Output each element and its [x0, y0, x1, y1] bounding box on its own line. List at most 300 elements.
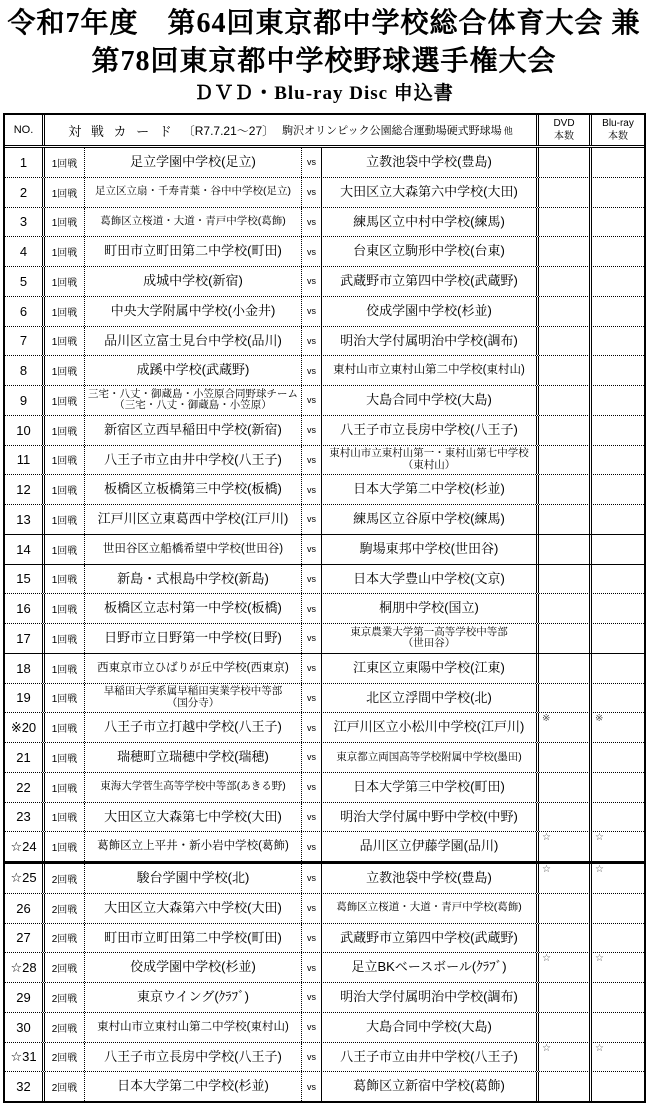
col-header-bluray — [589, 115, 644, 145]
bluray-count-cell[interactable] — [589, 684, 644, 713]
dvd-header-line1: DVD — [553, 118, 575, 129]
team2-name: 明治大学付属明治中学校(調布) — [340, 332, 518, 348]
team2-name: 東京農業大学第一高等学校中等部 （世田谷） — [350, 625, 508, 650]
row-number: 4 — [19, 244, 28, 260]
dvd-count-cell[interactable] — [536, 208, 589, 237]
table-row — [5, 894, 644, 924]
team1-name: 板橋区立板橋第三中学校(板橋) — [104, 481, 282, 497]
bluray-count-cell[interactable] — [589, 386, 644, 415]
round-label: 1回戦 — [42, 832, 85, 861]
row-number: 27 — [16, 930, 31, 946]
vs-label: vs — [302, 505, 322, 534]
row-number: ☆31 — [10, 1048, 37, 1064]
dvd-count-cell[interactable] — [536, 475, 589, 504]
team1-cell — [85, 684, 302, 713]
row-number: 3 — [19, 214, 28, 230]
table-row — [5, 297, 644, 327]
team2-cell — [322, 475, 536, 504]
dvd-count-cell[interactable] — [536, 743, 589, 772]
team1-name: 大田区立大森第七中学校(大田) — [104, 808, 282, 824]
team1-name: 駿台学園中学校(北) — [136, 870, 250, 886]
team1-name: 瑞穂町立瑞穂中学校(瑞穂) — [117, 749, 269, 765]
table-row — [5, 594, 644, 624]
team1-cell — [85, 148, 302, 177]
team1-name: 八王子市立長房中学校(八王子) — [104, 1048, 282, 1064]
team1-name: 佼成学園中学校(杉並) — [130, 959, 256, 975]
table-row — [5, 148, 644, 178]
page-title-line2: 第78回東京都中学校野球選手権大会 — [91, 46, 557, 77]
table-row — [5, 1072, 644, 1101]
dvd-count-cell[interactable] — [536, 654, 589, 683]
round-label: 1回戦 — [42, 356, 85, 385]
reference-mark: ※ — [595, 713, 604, 725]
team2-cell — [322, 535, 536, 564]
col-header-card — [42, 115, 536, 145]
team2-cell — [322, 297, 536, 326]
page-title-line1: 令和7年度 第64回東京都中学校総合体育大会 兼 — [7, 8, 641, 39]
team1-name: 早稲田大学系属早稲田実業学校中等部 （国分寺） — [103, 685, 283, 709]
team1-name: 町田市立町田第二中学校(町田) — [104, 243, 282, 259]
vs-label: vs — [302, 178, 322, 207]
round-label: 1回戦 — [42, 267, 85, 296]
team2-name: 東京都立両国高等学校附属中学校(墨田) — [336, 750, 522, 763]
round-label: 2回戦 — [42, 924, 85, 953]
row-number: 14 — [16, 541, 31, 557]
vs-label: vs — [302, 565, 322, 594]
dvd-count-cell[interactable] — [536, 864, 589, 893]
bluray-count-cell[interactable] — [589, 327, 644, 356]
team2-cell — [322, 953, 536, 982]
team2-name: 立教池袋中学校(豊島) — [366, 154, 492, 170]
bluray-count-cell[interactable] — [589, 1072, 644, 1101]
team2-name: 台東区立駒形中学校(台東) — [353, 243, 505, 259]
team2-name: 練馬区立谷原中学校(練馬) — [353, 511, 505, 527]
team2-name-line2: （世田谷） — [402, 637, 456, 650]
dvd-count-cell[interactable] — [536, 1043, 589, 1072]
dvd-count-cell[interactable] — [536, 713, 589, 742]
team2-name: 大島合同中学校(大島) — [366, 1018, 492, 1034]
vs-label: vs — [302, 386, 322, 415]
team1-name: 葛飾区立上平井・新小岩中学校(葛飾) — [97, 840, 289, 853]
team2-name: 八王子市立長房中学校(八王子) — [340, 421, 518, 437]
team2-cell — [322, 356, 536, 385]
team2-name: 佼成学園中学校(杉並) — [366, 302, 492, 318]
vs-label: vs — [302, 416, 322, 445]
row-number: 16 — [16, 601, 31, 617]
bluray-count-cell[interactable] — [589, 505, 644, 534]
star-mark: ☆ — [542, 1042, 551, 1054]
vs-label: vs — [302, 297, 322, 326]
vs-label: vs — [302, 864, 322, 893]
team2-name: 江戸川区立小松川中学校(江戸川) — [333, 719, 525, 735]
team1-cell — [85, 178, 302, 207]
round-label: 1回戦 — [42, 654, 85, 683]
team2-name: 北区立浮間中学校(北) — [366, 689, 492, 705]
star-mark: ☆ — [595, 953, 604, 965]
table-row — [5, 446, 644, 476]
round-label: 1回戦 — [42, 743, 85, 772]
team1-cell — [85, 654, 302, 683]
team2-cell — [322, 1043, 536, 1072]
team1-cell — [85, 924, 302, 953]
table-row — [5, 535, 644, 565]
vs-label: vs — [302, 208, 322, 237]
bluray-count-cell[interactable] — [589, 356, 644, 385]
bluray-header-line1: Blu-ray — [602, 118, 634, 129]
team1-cell — [85, 594, 302, 623]
bluray-count-cell[interactable] — [589, 594, 644, 623]
table-row — [5, 743, 644, 773]
team2-name: 日本大学第三中学校(町田) — [353, 778, 505, 794]
dvd-count-cell[interactable] — [536, 983, 589, 1012]
team1-name: 足立学園中学校(足立) — [130, 154, 256, 170]
round-label: 1回戦 — [42, 327, 85, 356]
vs-label: vs — [302, 894, 322, 923]
row-number: 15 — [16, 571, 31, 587]
bluray-count-cell[interactable] — [589, 148, 644, 177]
team2-name: 武蔵野市立第四中学校(武蔵野) — [340, 929, 518, 945]
team1-cell — [85, 1013, 302, 1042]
dvd-count-cell[interactable] — [536, 594, 589, 623]
team2-cell — [322, 148, 536, 177]
vs-label: vs — [302, 535, 322, 564]
row-number: 11 — [16, 452, 31, 468]
team1-name: 東京ウイング(ｸﾗﾌﾞ) — [136, 989, 249, 1005]
bluray-count-cell[interactable] — [589, 803, 644, 832]
bluray-count-cell[interactable] — [589, 953, 644, 982]
bluray-count-cell[interactable] — [589, 1013, 644, 1042]
round-label: 1回戦 — [42, 178, 85, 207]
team1-name: 町田市立町田第二中学校(町田) — [104, 929, 282, 945]
vs-label: vs — [302, 713, 322, 742]
team1-cell — [85, 327, 302, 356]
team1-cell — [85, 356, 302, 385]
bluray-count-cell[interactable] — [589, 773, 644, 802]
team2-name: 大田区立大森第六中学校(大田) — [340, 183, 518, 199]
row-number: ☆24 — [10, 838, 37, 854]
round-label: 1回戦 — [42, 208, 85, 237]
row-number: 18 — [16, 660, 31, 676]
team1-cell — [85, 894, 302, 923]
table-row — [5, 803, 644, 833]
team1-name: 成城中学校(新宿) — [143, 273, 243, 289]
team1-cell — [85, 624, 302, 653]
table-body — [5, 148, 644, 1101]
dvd-count-cell[interactable] — [536, 327, 589, 356]
dvd-count-cell[interactable] — [536, 148, 589, 177]
team2-name: 練馬区立中村中学校(練馬) — [353, 213, 505, 229]
team1-cell — [85, 475, 302, 504]
vs-label: vs — [302, 743, 322, 772]
round-label: 2回戦 — [42, 1072, 85, 1101]
team2-cell — [322, 654, 536, 683]
row-number: 23 — [16, 809, 31, 825]
vs-label: vs — [302, 327, 322, 356]
table-row — [5, 565, 644, 595]
team1-cell — [85, 743, 302, 772]
vs-label: vs — [302, 924, 322, 953]
team1-name: 三宅・八丈・御蔵島・小笠原合同野球チーム （三宅・八丈・御蔵島・小笠原） — [88, 387, 298, 412]
team2-name: 日本大学第二中学校(杉並) — [353, 481, 505, 497]
bluray-count-cell[interactable] — [589, 1043, 644, 1072]
dvd-count-cell[interactable] — [536, 267, 589, 296]
table-row — [5, 1013, 644, 1043]
team1-name: 品川区立富士見台中学校(品川) — [104, 332, 282, 348]
round-label: 1回戦 — [42, 594, 85, 623]
card-header-dates: 〔R7.7.21～27〕 — [182, 123, 275, 138]
bluray-count-cell[interactable] — [589, 983, 644, 1012]
dvd-count-cell[interactable] — [536, 505, 589, 534]
table-row — [5, 416, 644, 446]
round-label: 1回戦 — [42, 624, 85, 653]
team1-name-line2: （三宅・八丈・御蔵島・小笠原） — [114, 399, 272, 412]
team1-name: 日野市立日野第一中学校(日野) — [104, 630, 282, 646]
team2-name: 大島合同中学校(大島) — [366, 392, 492, 408]
round-label: 1回戦 — [42, 505, 85, 534]
bluray-count-cell[interactable] — [589, 654, 644, 683]
dvd-count-cell[interactable] — [536, 356, 589, 385]
form-subtitle: ＤＶＤ・Blu-ray Disc 申込書 — [194, 83, 454, 104]
team2-name: 八王子市立由井中学校(八王子) — [340, 1048, 518, 1064]
bluray-count-cell[interactable] — [589, 894, 644, 923]
table-row — [5, 475, 644, 505]
team1-cell — [85, 267, 302, 296]
team2-name: 駒場東邦中学校(世田谷) — [359, 540, 499, 556]
vs-label: vs — [302, 803, 322, 832]
round-label: 1回戦 — [42, 684, 85, 713]
reference-mark: ※ — [542, 713, 551, 725]
bluray-count-cell[interactable] — [589, 565, 644, 594]
team2-name: 足立BKベースボール(ｸﾗﾌﾞ) — [351, 959, 507, 975]
team1-cell — [85, 983, 302, 1012]
vs-label: vs — [302, 773, 322, 802]
vs-label: vs — [302, 594, 322, 623]
team2-cell — [322, 416, 536, 445]
team1-name: 八王子市立打越中学校(八王子) — [104, 719, 282, 735]
table-row — [5, 386, 644, 416]
row-number: 13 — [16, 511, 31, 527]
card-header-venue: 駒沢オリンピック公園総合運動場硬式野球場 — [282, 125, 502, 137]
round-label: 1回戦 — [42, 386, 85, 415]
round-label: 2回戦 — [42, 1043, 85, 1072]
team2-name: 東村山市立東村山第二中学校(東村山) — [333, 364, 525, 377]
matchup-table — [3, 113, 646, 1103]
card-header-venue-suffix: 他 — [503, 125, 513, 136]
dvd-count-cell[interactable] — [536, 832, 589, 861]
vs-label: vs — [302, 148, 322, 177]
table-row — [5, 1043, 644, 1073]
team2-cell — [322, 832, 536, 861]
team1-name: 新島・式根島中学校(新島) — [117, 570, 269, 586]
team1-name: 新宿区立西早稲田中学校(新宿) — [104, 421, 282, 437]
team1-name: 西東京市立ひばりが丘中学校(西東京) — [97, 661, 289, 674]
dvd-count-cell[interactable] — [536, 416, 589, 445]
round-label: 1回戦 — [42, 713, 85, 742]
team1-name-line2: （国分寺） — [166, 696, 220, 709]
dvd-count-cell[interactable] — [536, 297, 589, 326]
team2-cell — [322, 684, 536, 713]
vs-label: vs — [302, 983, 322, 1012]
col-header-dvd — [536, 115, 589, 145]
team1-cell — [85, 864, 302, 893]
round-label: 1回戦 — [42, 148, 85, 177]
table-row — [5, 953, 644, 983]
team1-name: 大田区立大森第六中学校(大田) — [104, 899, 282, 915]
team2-cell — [322, 237, 536, 266]
table-row — [5, 773, 644, 803]
team2-name: 葛飾区立新宿中学校(葛飾) — [353, 1078, 505, 1094]
bluray-count-cell[interactable] — [589, 208, 644, 237]
bluray-count-cell[interactable] — [589, 267, 644, 296]
row-number: 2 — [19, 184, 28, 200]
team1-name: 世田谷区立船橋希望中学校(世田谷) — [102, 542, 284, 555]
row-number: 17 — [16, 630, 31, 646]
team1-name: 日本大学第二中学校(杉並) — [117, 1078, 269, 1094]
team1-name: 東村山市立東村山第二中学校(東村山) — [97, 1020, 289, 1033]
row-number: 12 — [16, 482, 31, 498]
vs-label: vs — [302, 832, 322, 861]
star-mark: ☆ — [595, 864, 604, 875]
dvd-count-cell[interactable] — [536, 386, 589, 415]
team2-cell — [322, 743, 536, 772]
dvd-count-cell[interactable] — [536, 803, 589, 832]
round-label: 1回戦 — [42, 446, 85, 475]
dvd-count-cell[interactable] — [536, 924, 589, 953]
table-row — [5, 684, 644, 714]
team1-cell — [85, 1072, 302, 1101]
team2-cell — [322, 924, 536, 953]
team2-name: 武蔵野市立第四中学校(武蔵野) — [340, 273, 518, 289]
col-header-no: NO. — [13, 124, 34, 136]
team2-name: 明治大学付属中野中学校(中野) — [340, 808, 518, 824]
vs-label: vs — [302, 953, 322, 982]
bluray-count-cell[interactable] — [589, 624, 644, 653]
bluray-header-line2: 本数 — [608, 131, 628, 142]
team2-cell — [322, 983, 536, 1012]
round-label: 1回戦 — [42, 416, 85, 445]
bluray-count-cell[interactable] — [589, 178, 644, 207]
team1-name: 中央大学附属中学校(小金井) — [110, 302, 276, 318]
round-label: 1回戦 — [42, 565, 85, 594]
dvd-count-cell[interactable] — [536, 773, 589, 802]
table-row — [5, 237, 644, 267]
row-number: 10 — [16, 422, 31, 438]
row-number: 21 — [16, 749, 31, 765]
team2-cell — [322, 594, 536, 623]
team2-cell — [322, 565, 536, 594]
dvd-count-cell[interactable] — [536, 1013, 589, 1042]
bluray-count-cell[interactable] — [589, 237, 644, 266]
row-number: 8 — [19, 363, 28, 379]
team2-name: 桐朋中学校(国立) — [379, 600, 479, 616]
team2-cell — [322, 624, 536, 653]
team1-cell — [85, 208, 302, 237]
vs-label: vs — [302, 684, 322, 713]
row-number: ※20 — [10, 719, 37, 735]
team1-cell — [85, 505, 302, 534]
bluray-count-cell[interactable] — [589, 924, 644, 953]
team1-cell — [85, 416, 302, 445]
dvd-count-cell[interactable] — [536, 953, 589, 982]
round-label: 1回戦 — [42, 237, 85, 266]
table-row — [5, 864, 644, 894]
vs-label: vs — [302, 654, 322, 683]
team1-cell — [85, 535, 302, 564]
team2-name: 江東区立東陽中学校(江東) — [353, 659, 505, 675]
dvd-count-cell[interactable] — [536, 237, 589, 266]
round-label: 1回戦 — [42, 297, 85, 326]
vs-label: vs — [302, 446, 322, 475]
dvd-count-cell[interactable] — [536, 178, 589, 207]
row-number: 22 — [16, 779, 31, 795]
team1-name: 八王子市立由井中学校(八王子) — [104, 451, 282, 467]
table-row — [5, 208, 644, 238]
table-row — [5, 624, 644, 654]
star-mark: ☆ — [542, 864, 551, 875]
team1-cell — [85, 773, 302, 802]
round-label: 2回戦 — [42, 864, 85, 893]
vs-label: vs — [302, 237, 322, 266]
bluray-count-cell[interactable] — [589, 832, 644, 861]
team1-cell — [85, 713, 302, 742]
table-row — [5, 924, 644, 954]
table-row — [5, 983, 644, 1013]
bluray-count-cell[interactable] — [589, 475, 644, 504]
table-row — [5, 267, 644, 297]
table-row — [5, 178, 644, 208]
dvd-header-line2: 本数 — [554, 131, 574, 142]
dvd-count-cell[interactable] — [536, 894, 589, 923]
round-label: 2回戦 — [42, 1013, 85, 1042]
team2-cell — [322, 1013, 536, 1042]
star-mark: ☆ — [595, 1042, 604, 1054]
team1-cell — [85, 1043, 302, 1072]
bluray-count-cell[interactable] — [589, 713, 644, 742]
team2-name: 立教池袋中学校(豊島) — [366, 870, 492, 886]
round-label: 1回戦 — [42, 803, 85, 832]
bluray-count-cell[interactable] — [589, 416, 644, 445]
bluray-count-cell[interactable] — [589, 535, 644, 564]
team2-name: 葛飾区立桜道・大道・青戸中学校(葛飾) — [336, 901, 522, 914]
row-number: 9 — [19, 392, 28, 408]
dvd-count-cell[interactable] — [536, 446, 589, 475]
bluray-count-cell[interactable] — [589, 297, 644, 326]
dvd-count-cell[interactable] — [536, 1072, 589, 1101]
bluray-count-cell[interactable] — [589, 743, 644, 772]
team2-name: 品川区立伊藤学園(品川) — [359, 838, 499, 854]
team1-cell — [85, 565, 302, 594]
team2-cell — [322, 386, 536, 415]
round-label: 2回戦 — [42, 953, 85, 982]
bluray-count-cell[interactable] — [589, 864, 644, 893]
row-number: 19 — [16, 690, 31, 706]
dvd-count-cell[interactable] — [536, 624, 589, 653]
team2-name-line2: （東村山） — [402, 458, 456, 471]
table-header-row — [5, 115, 644, 148]
row-number: 30 — [16, 1019, 31, 1035]
table-row — [5, 356, 644, 386]
row-number: 1 — [19, 154, 28, 170]
card-header-label: 対 戦 カ ー ド — [68, 123, 175, 139]
dvd-count-cell[interactable] — [536, 565, 589, 594]
row-number: 6 — [19, 303, 28, 319]
bluray-count-cell[interactable] — [589, 446, 644, 475]
dvd-count-cell[interactable] — [536, 684, 589, 713]
team2-name: 明治大学付属明治中学校(調布) — [340, 989, 518, 1005]
dvd-count-cell[interactable] — [536, 535, 589, 564]
team1-name: 東海大学菅生高等学校中等部(あきる野) — [100, 780, 286, 793]
team2-cell — [322, 178, 536, 207]
